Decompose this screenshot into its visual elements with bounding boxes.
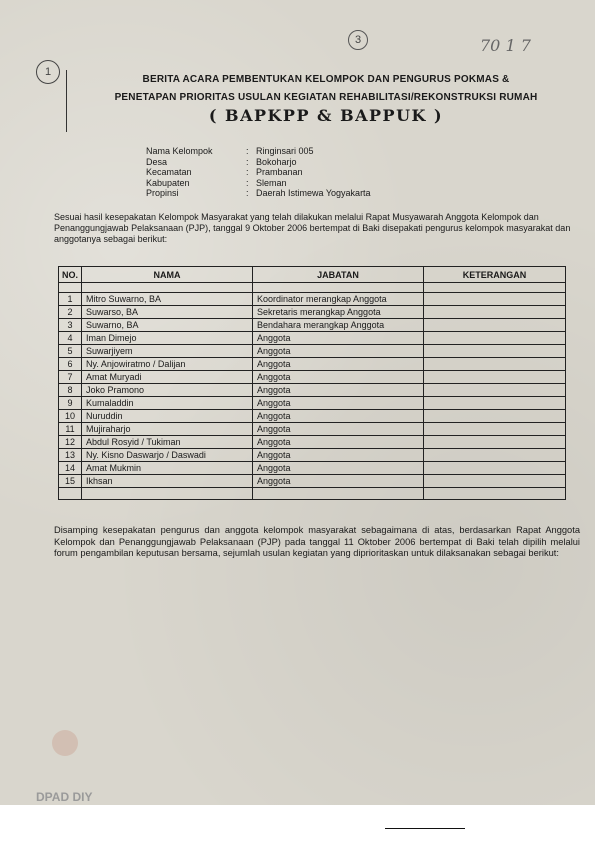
table-end-row xyxy=(59,488,566,500)
stamp-mark xyxy=(52,730,78,756)
table-row: 6 Ny. Anjowiratmo / Dalijan Anggota xyxy=(59,358,566,371)
header-nama: NAMA xyxy=(82,267,253,283)
info-value: Sleman xyxy=(256,177,287,188)
info-row: Propinsi : Daerah Istimewa Yogyakarta xyxy=(146,188,371,198)
info-label: Kecamatan xyxy=(146,167,192,177)
table-row: 5 Suwarjiyem Anggota xyxy=(59,345,566,358)
table-spacer-row xyxy=(59,283,566,293)
group-info xyxy=(146,146,371,199)
handwritten-note: 70 1 7 xyxy=(480,36,531,55)
table-row: 3 Suwarno, BA Bendahara merangkap Anggota xyxy=(59,319,566,332)
header-no: NO. xyxy=(59,267,82,283)
info-value: Ringinsari 005 xyxy=(256,146,314,156)
table-row: 14 Amat Mukmin Anggota xyxy=(59,462,566,475)
table-row: 2 Suwarso, BA Sekretaris merangkap Anggota xyxy=(59,306,566,319)
table-row: 1 Mitro Suwarno, BA Koordinator merangkap Anggota xyxy=(59,293,566,306)
info-label: Nama Kelompok xyxy=(146,146,213,156)
closing-paragraph: Disamping kesepakatan pengurus dan anggota kelompok masyarakat sebagaimana di atas, berdasarkan Rapat Anggota Kelompok dan Penanggungjawab Pelaksanaan (PJP) pada tanggal 11 Oktober 2006 bertempat di Baki telah dipilih melalui forum pengambilan keputusan bersama, sejumlah usulan kegiatan yang diprioritaskan untuk dilaksanakan sebagai berikut: xyxy=(54,525,580,558)
info-value: Daerah Istimewa Yogyakarta xyxy=(256,188,371,198)
table-row: 13 Ny. Kisno Daswarjo / Daswadi Anggota xyxy=(59,449,566,462)
members-table xyxy=(58,266,566,500)
table-row: 12 Abdul Rosyid / Tukiman Anggota xyxy=(59,436,566,449)
info-row: Nama Kelompok : Ringinsari 005 xyxy=(146,146,314,156)
info-value: Bokoharjo xyxy=(256,156,297,167)
info-row: Kabupaten : Sleman xyxy=(146,177,287,188)
info-row: Kecamatan : Prambanan xyxy=(146,167,303,177)
punch-hole-mark: 1 xyxy=(36,60,60,84)
intro-paragraph: Sesuai hasil kesepakatan Kelompok Masyarakat yang telah dilakukan melalui Rapat Musyawarah Anggota Kelompok dan Penanggungjawab Pelaksanaan (PJP), tanggal 9 Oktober 2006 bertempat di Baki disepakati pengurus kelompok masyarakat dan anggotanya sebagai berikut: xyxy=(54,212,571,245)
table-row: 4 Iman Dimejo Anggota xyxy=(59,332,566,345)
table-row: 15 Ikhsan Anggota xyxy=(59,475,566,488)
info-label: Desa xyxy=(146,156,168,167)
title-line-2: PENETAPAN PRIORITAS USULAN KEGIATAN REHABILITASI/REKONSTRUKSI RUMAH xyxy=(114,92,538,103)
info-value: Prambanan xyxy=(256,167,303,177)
header-jabatan: JABATAN xyxy=(253,267,424,283)
table-row: 10 Nuruddin Anggota xyxy=(59,410,566,423)
info-label: Propinsi xyxy=(146,188,179,198)
table-row: 9 Kumaladdin Anggota xyxy=(59,397,566,410)
table-row: 11 Mujiraharjo Anggota xyxy=(59,423,566,436)
table-row: 8 Joko Pramono Anggota xyxy=(59,384,566,397)
table-header-row xyxy=(59,267,566,283)
archive-watermark: DPAD DIY xyxy=(36,790,93,804)
table-row: 7 Amat Muryadi Anggota xyxy=(59,371,566,384)
title-line-3: ( BAPKPP & BAPPUK ) xyxy=(208,106,444,125)
title-line-1: BERITA ACARA PEMBENTUKAN KELOMPOK DAN PENGURUS POKMAS & xyxy=(142,74,510,85)
info-row: Desa : Bokoharjo xyxy=(146,156,297,167)
footer-rule xyxy=(385,828,465,829)
info-label: Kabupaten xyxy=(146,177,190,188)
page-number: 3 xyxy=(348,30,368,50)
header-keterangan: KETERANGAN xyxy=(424,267,566,283)
